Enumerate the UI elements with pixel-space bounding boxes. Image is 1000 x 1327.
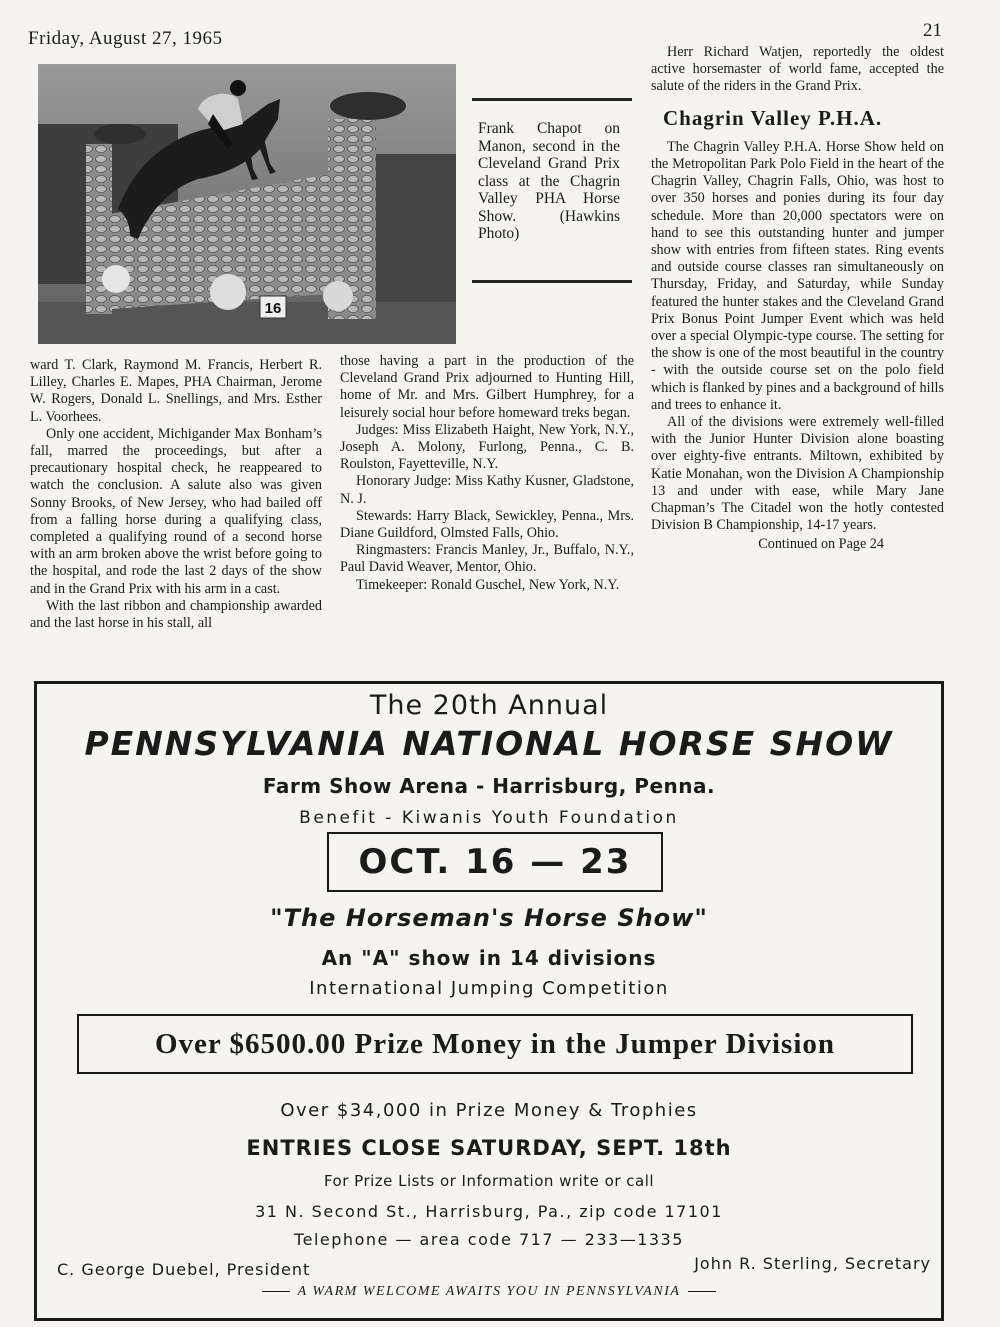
caption-rule-top [472, 98, 632, 101]
officials-judges: Judges: Miss Elizabeth Haight, New York, N.Y., Joseph A. Molony, Furlong, Penna., C. B. Roulston, Fayetteville, N.Y. [340, 421, 634, 473]
officials-timekeeper: Timekeeper: Ronald Guschel, New York, N.Y. [356, 576, 620, 593]
ad-entries-close: ENTRIES CLOSE SATURDAY, SEPT. 18th [246, 1136, 732, 1160]
horse-jumping-photo-graphic [38, 64, 456, 344]
ad-welcome [37, 1284, 941, 1300]
paragraph: those having a part in the production of the Cleveland Grand Prix adjourned to Hunting Hill, home of Mr. and Mrs. Gilbert Humphrey, for a leisurely social hour before homeward treks began. [340, 353, 634, 421]
horse-jumping-photo [38, 64, 456, 344]
continued-note: Continued on Page 24 [758, 536, 884, 553]
article-column-3 [651, 44, 944, 554]
ad-dates: OCT. 16 — 23 [327, 832, 663, 892]
ad-prize-lists: For Prize Lists or Information write or call [323, 1172, 655, 1190]
article-column-2 [340, 353, 634, 594]
ad-title: PENNSYLVANIA NATIONAL HORSE SHOW [84, 724, 894, 763]
paragraph: Herr Richard Watjen, reportedly the oldest active horsemaster of world fame, accepted the salute of the riders in the Grand Prix. [651, 44, 944, 95]
officials-ringmasters: Ringmasters: Francis Manley, Jr., Buffalo, N.Y., Paul David Weaver, Mentor, Ohio. [340, 542, 634, 576]
ad-a-show: An "A" show in 14 divisions [321, 946, 657, 970]
page-date: Friday, August 27, 1965 [28, 28, 223, 49]
officials-stewards: Stewards: Harry Black, Sewickley, Penna., Mrs. Diane Guildford, Olmsted Falls, Ohio. [340, 507, 634, 542]
ad-slogan: "The Horseman's Horse Show" [270, 904, 708, 932]
paragraph: ward T. Clark, Raymond M. Francis, Herbert R. Lilley, Charles E. Mapes, PHA Chairman, Jerome W. Rogers, Donald L. Snellings, and Mrs. Esther L. Voorhees. [30, 357, 322, 425]
dash-right [688, 1291, 716, 1292]
horse-show-advertisement [34, 681, 944, 1321]
ad-international: International Jumping Competition [309, 978, 669, 999]
ad-welcome-text: A WARM WELCOME AWAITS YOU IN PENNSYLVANIA [297, 1284, 681, 1299]
ad-venue: Farm Show Arena - Harrisburg, Penna. [262, 774, 716, 798]
article-column-1 [30, 357, 322, 632]
page-number: 21 [923, 20, 942, 41]
ad-address: 31 N. Second St., Harrisburg, Pa., zip code 17101 [255, 1202, 723, 1221]
paragraph: The Chagrin Valley P.H.A. Horse Show held on the Metropolitan Park Polo Field in the heart of the Chagrin Valley, Chagrin Falls, Ohio, was host to over 350 horses and ponies during its four day schedule. More than 20,000 spectators were on hand to see this outstanding hunter and jumper show with entries from fifteen states. Ring events and outside course classes ran simultaneously on Thursday, Friday, and Saturday, while Sunday featured the hunter stakes and the Cleveland Grand Prix Bonus Point Jumper Event which was held over a special Olympic-type course. The setting for the show is one of the most beautiful in the country - with the outside course set on the polo field which is flanked by pines and a background of hills and trees to enhance it. [651, 138, 944, 413]
ad-benefit: Benefit - Kiwanis Youth Foundation [299, 808, 679, 828]
ad-jumper-prize: Over $6500.00 Prize Money in the Jumper Division [77, 1014, 913, 1074]
caption-rule-bottom [472, 280, 632, 283]
fence-number: 16 [264, 300, 282, 317]
paragraph: Only one accident, Michigander Max Bonham’s fall, marred the proceedings, but after a precautionary hospital check, he reappeared to watch the conclusion. A salute also was given Sonny Brooks, of New Jersey, who had bailed off from a falling horse during a qualifying class, completed a qualifying round of a second horse with an arm broken above the wrist before going to the hospital, and rode the last 2 days of the show and in the Grand Prix with his arm in a cast. [30, 425, 322, 597]
photo-caption: Frank Chapot on Manon, second in the Cleveland Grand Prix class at the Chagrin Valley PHA Horse Show. (Hawkins Photo) [478, 120, 620, 242]
ad-prize-money: Over $34,000 in Prize Money & Trophies [280, 1100, 698, 1121]
ad-annual: The 20th Annual [369, 690, 609, 721]
ad-secretary: John R. Sterling, Secretary [694, 1254, 931, 1273]
officials-honorary-judge: Honorary Judge: Miss Kathy Kusner, Gladstone, N. J. [340, 473, 634, 507]
ad-phone: Telephone — area code 717 — 233—1335 [294, 1230, 684, 1249]
dash-left [262, 1291, 290, 1292]
section-heading: Chagrin Valley P.H.A. [663, 105, 883, 130]
paragraph: All of the divisions were extremely well-filled with the Junior Hunter Division alone boasting over eighty-five entrants. Miltown, exhibited by Katie Monahan, won the Division A Championship 13 and under with ease, while Mary Jane Chapman’s The Citadel won the hotly contested Division B Championship, 14-17 years. [651, 414, 944, 534]
ad-president: C. George Duebel, President [57, 1260, 311, 1279]
paragraph: With the last ribbon and championship awarded and the last horse in his stall, all [30, 597, 322, 632]
